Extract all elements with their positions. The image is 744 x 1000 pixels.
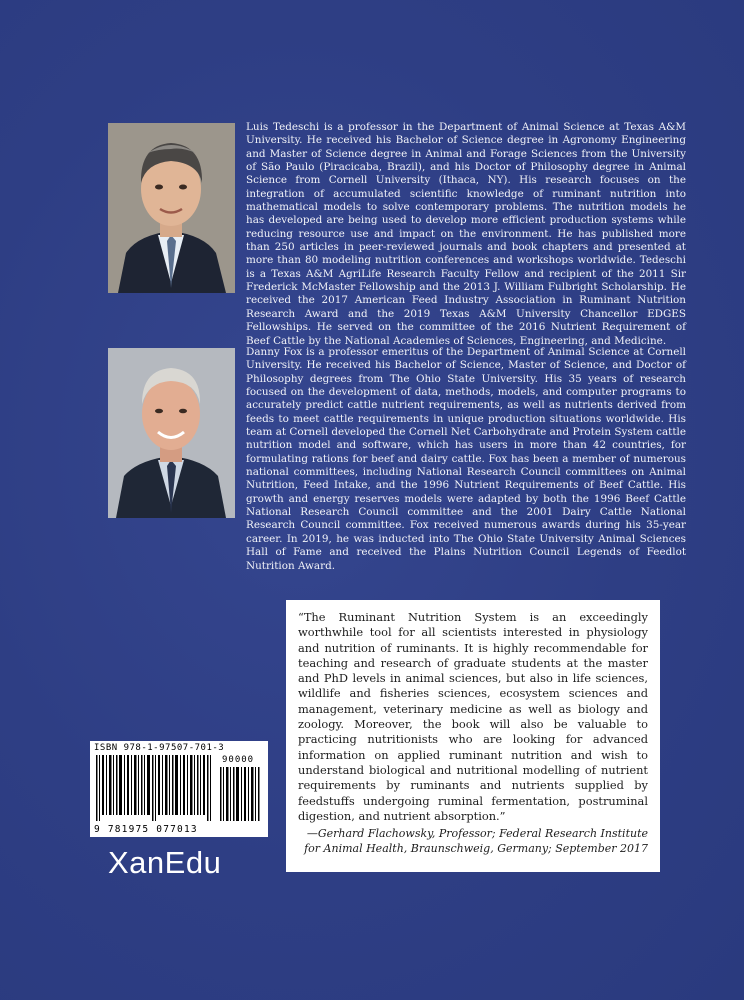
endorsement-quote-box xyxy=(286,600,660,872)
author-bio-fox: Danny Fox is a professor emeritus of the Department of Animal Science at Cornell University. He received his Bachelor of Science, Master of Science, and Doctor of Philosophy degrees from The Ohio State University. His 35 years of research focused on the development of data, methods, models, and computer programs to accurately predict cattle nutrient requirements, as well as nutrients derived from feeds to meet cattle requirements in unique production situations worldwide. His team at Cornell developed the Cornell Net Carbohydrate and Protein System cattle nutrition model and software, which has users in more than 42 countries, for formulating rations for beef and dairy cattle. Fox has been a member of numerous national committees, including National Research Council committees on Animal Nutrition, Feed Intake, and the 1996 Nutrient Requirements of Beef Cattle. His growth and energy reserves models were adapted by both the 1996 Beef Cattle National Research Council committee and the 2001 Dairy Cattle National Research Council committee. Fox received numerous awards during his 35-year career. In 2019, he was inducted into The Ohio State University Animal Sciences Hall of Fame and received the Plains Nutrition Council Legends of Feedlot Nutrition Award. xyxy=(246,346,686,572)
isbn-number: 9 781975 077013 xyxy=(94,824,198,835)
isbn-barcode xyxy=(90,741,268,837)
endorsement-quote: “The Ruminant Nutrition System is an exceedingly worthwhile tool for all scientists interested in physiology and nutrition of ruminants. It is highly recommendable for teaching and research of graduate students at the master and PhD levels in animal sciences, but also in life sciences, wildlife and fisheries sciences, ecosystem sciences and management, veterinary medicine as well as biology and zoology. Moreover, the book will also be valuable to practicing nutritionists who are looking for advanced information on applied ruminant nutrition and wish to understand biological and nutritional modelling of nutrient requirements by ruminants and nutrients supplied by feedstuffs undergoing ruminal fermentation, postruminal digestion, and nutrient absorption.” xyxy=(298,610,648,823)
price-code: 90000 xyxy=(222,755,255,765)
barcode-bars xyxy=(90,741,268,837)
isbn-label: ISBN 978-1-97507-701-3 xyxy=(94,743,225,753)
author-bio-tedeschi: Luis Tedeschi is a professor in the Department of Animal Science at Texas A&M University. He received his Bachelor of Science degree in Agronomy Engineering and Master of Science degree in Animal and Forage Sciences from the University of São Paulo (Piracicaba, Brazil), and his Doctor of Philosophy degree in Animal Science from Cornell University (Ithaca, NY). His research focuses on the integration of accumulated scientific knowledge of ruminant nutrition into mathematical models to solve contemporary problems. The nutrition models he has developed are being used to develop more efficient production systems while reducing resource use and impact on the environment. He has published more than 250 articles in peer-reviewed journals and book chapters and presented at more than 80 modeling nutrition conferences and workshops worldwide. Tedeschi is a Texas A&M AgriLife Research Faculty Fellow and recipient of the 2011 Sir Frederick McMaster Fellowship and the 2013 J. William Fulbright Scholarship. He received the 2017 American Feed Industry Association in Ruminant Nutrition Research Award and the 2019 Texas A&M University Chancellor EDGES Fellowships. He served on the committee of the 2016 Nutrient Requirement of Beef Cattle by the National Academies of Sciences, Engineering, and Medicine. xyxy=(246,121,686,347)
author-photo-fox xyxy=(108,348,235,518)
quote-attribution: —Gerhard Flachowsky, Professor; Federal Research Institute for Animal Health, Braunschweig, Germany; September 2017 xyxy=(304,827,648,856)
publisher-logo: XanEdu xyxy=(108,845,222,880)
author-photo-tedeschi xyxy=(108,123,235,293)
